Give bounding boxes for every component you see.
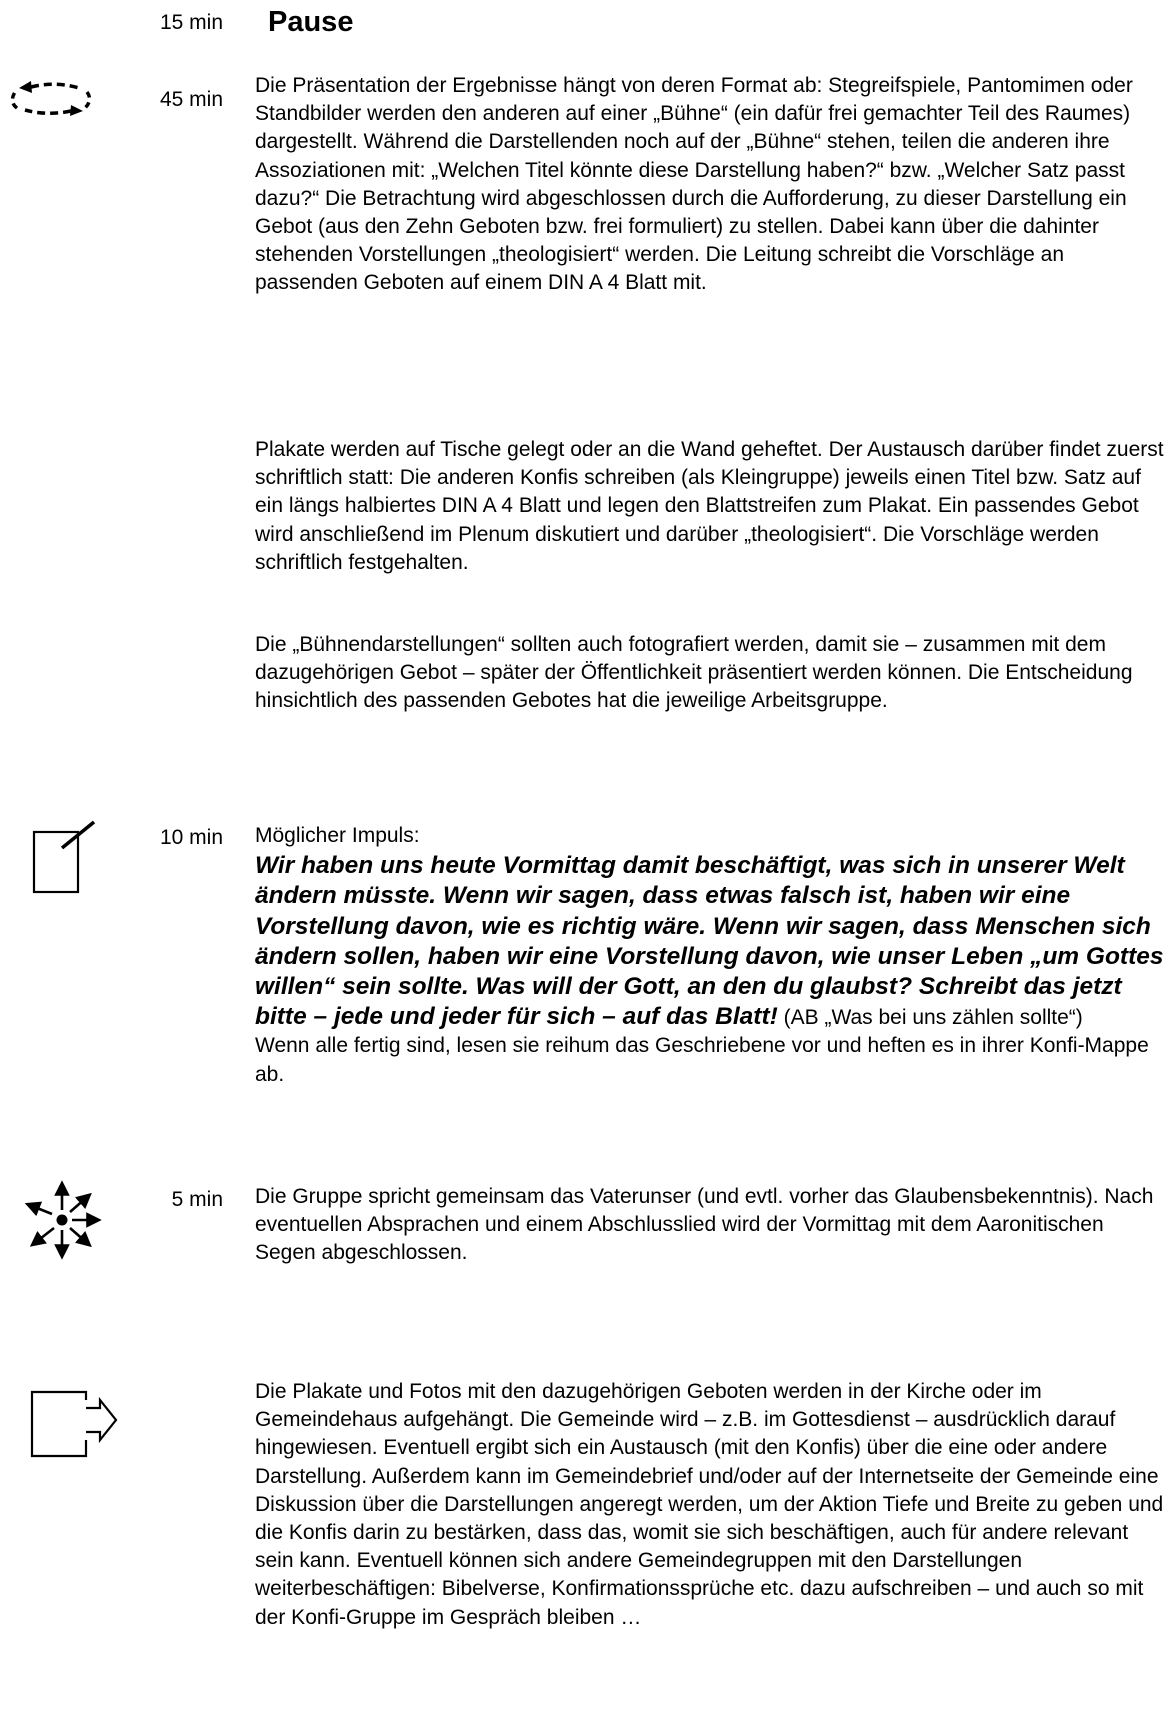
writing-block	[255, 822, 1165, 1089]
impulse-quote: Wir haben uns heute Vormittag damit beschäftigt, was sich in unserer Welt ändern müsste. Wenn wir sagen, dass etwas falsch ist, haben wir eine Vorstellung davon, wie es richtig wäre. Wenn wir sagen, dass Menschen sich ändern sollen, haben wir eine Vorstellung davon, wie unser Leben „um Gottes willen“ sein sollte. Was will der Gott, an den du glaubst? Schreibt das jetzt bitte – jede und jeder für sich – auf das Blatt!	[255, 852, 1164, 1031]
impulse-paragraph	[255, 851, 1165, 1032]
radiating-arrows-icon	[22, 1180, 102, 1260]
pause-heading: Pause	[268, 6, 354, 38]
presentation-paragraph-1: Die Präsentation der Ergebnisse hängt von deren Format ab: Stegreifspiele, Pantomimen oder Standbilder werden den anderen auf einer „Bühne“ (ein dafür frei gemachter Teil des Raumes) dargestellt. Während die Darstellenden noch auf der „Bühne“ stehen, teilen die anderen ihre Assoziationen mit: „Welchen Titel könnte diese Darstellung haben?“ bzw. „Welcher Satz passt dazu?“ Die Betrachtung wird abgeschlossen durch die Aufforderung, zu dieser Darstellung ein Gebot (aus den Zehn Geboten bzw. frei formuliert) zu stellen. Dabei kann über die dahinter stehenden Vorstellungen „theologisiert“ werden. Die Leitung schreibt die Vorschläge an passenden Geboten auf einem DIN A 4 Blatt mit.	[255, 74, 1133, 295]
presentation-time: 45 min	[159, 88, 223, 111]
impulse-reference: (AB „Was bei uns zählen sollte“)	[777, 1006, 1083, 1030]
blessing-time: 5 min	[171, 1188, 223, 1211]
writing-time: 10 min	[159, 826, 223, 849]
paper-and-pen-icon	[32, 818, 102, 894]
box-arrow-right-icon	[30, 1390, 122, 1460]
writing-after: Wenn alle fertig sind, lesen sie reihum das Geschriebene vor und heften es in ihrer Konfi-Mappe ab.	[255, 1034, 1149, 1086]
blessing-paragraph: Die Gruppe spricht gemeinsam das Vaterunser (und evtl. vorher das Glaubensbekenntnis). Nach eventuellen Absprachen und einem Abschlusslied wird der Vormittag mit dem Aaronitischen Segen abgeschlossen.	[255, 1185, 1154, 1265]
presentation-paragraph-3: Die „Bühnendarstellungen“ sollten auch fotografiert werden, damit sie – zusammen mit dem dazugehörigen Gebot – später der Öffentlichkeit präsentiert werden können. Die Entscheidung hinsichtlich des passenden Gebotes hat die jeweilige Arbeitsgruppe.	[255, 633, 1133, 713]
presentation-paragraph-2: Plakate werden auf Tische gelegt oder an die Wand geheftet. Der Austausch darüber findet zuerst schriftlich statt: Die anderen Konfis schreiben (als Kleingruppe) jeweils einen Titel bzw. Satz auf ein längs halbiertes DIN A 4 Blatt und legen den Blattstreifen zum Plakat. Ein passendes Gebot wird anschließend im Plenum diskutiert und darüber „theologisiert“. Die Vorschläge werden schriftlich festgehalten.	[255, 438, 1164, 574]
circular-arrows-icon	[5, 78, 97, 118]
impulse-intro: Möglicher Impuls:	[255, 824, 420, 847]
outlook-paragraph: Die Plakate und Fotos mit den dazugehörigen Geboten werden in der Kirche oder im Gemeindehaus aufgehängt. Die Gemeinde wird – z.B. im Gottesdienst – ausdrücklich darauf hingewiesen. Eventuell ergibt sich ein Austausch (mit den Konfis) über die eine oder andere Darstellung. Außerdem kann im Gemeindebrief und/oder auf der Internetseite der Gemeinde eine Diskussion über die Darstellungen angeregt werden, um der Aktion Tiefe und Breite zu geben und die Konfis darin zu bestärken, dass das, womit sie sich beschäftigen, auch für andere relevant sein kann. Eventuell können sich andere Gemeindegruppen mit den Darstellungen weiterbeschäftigen: Bibelverse, Konfirmationssprüche etc. dazu aufschreiben – und auch so mit der Konfi-Gruppe im Gespräch bleiben …	[255, 1380, 1164, 1629]
pause-time: 15 min	[159, 11, 223, 34]
